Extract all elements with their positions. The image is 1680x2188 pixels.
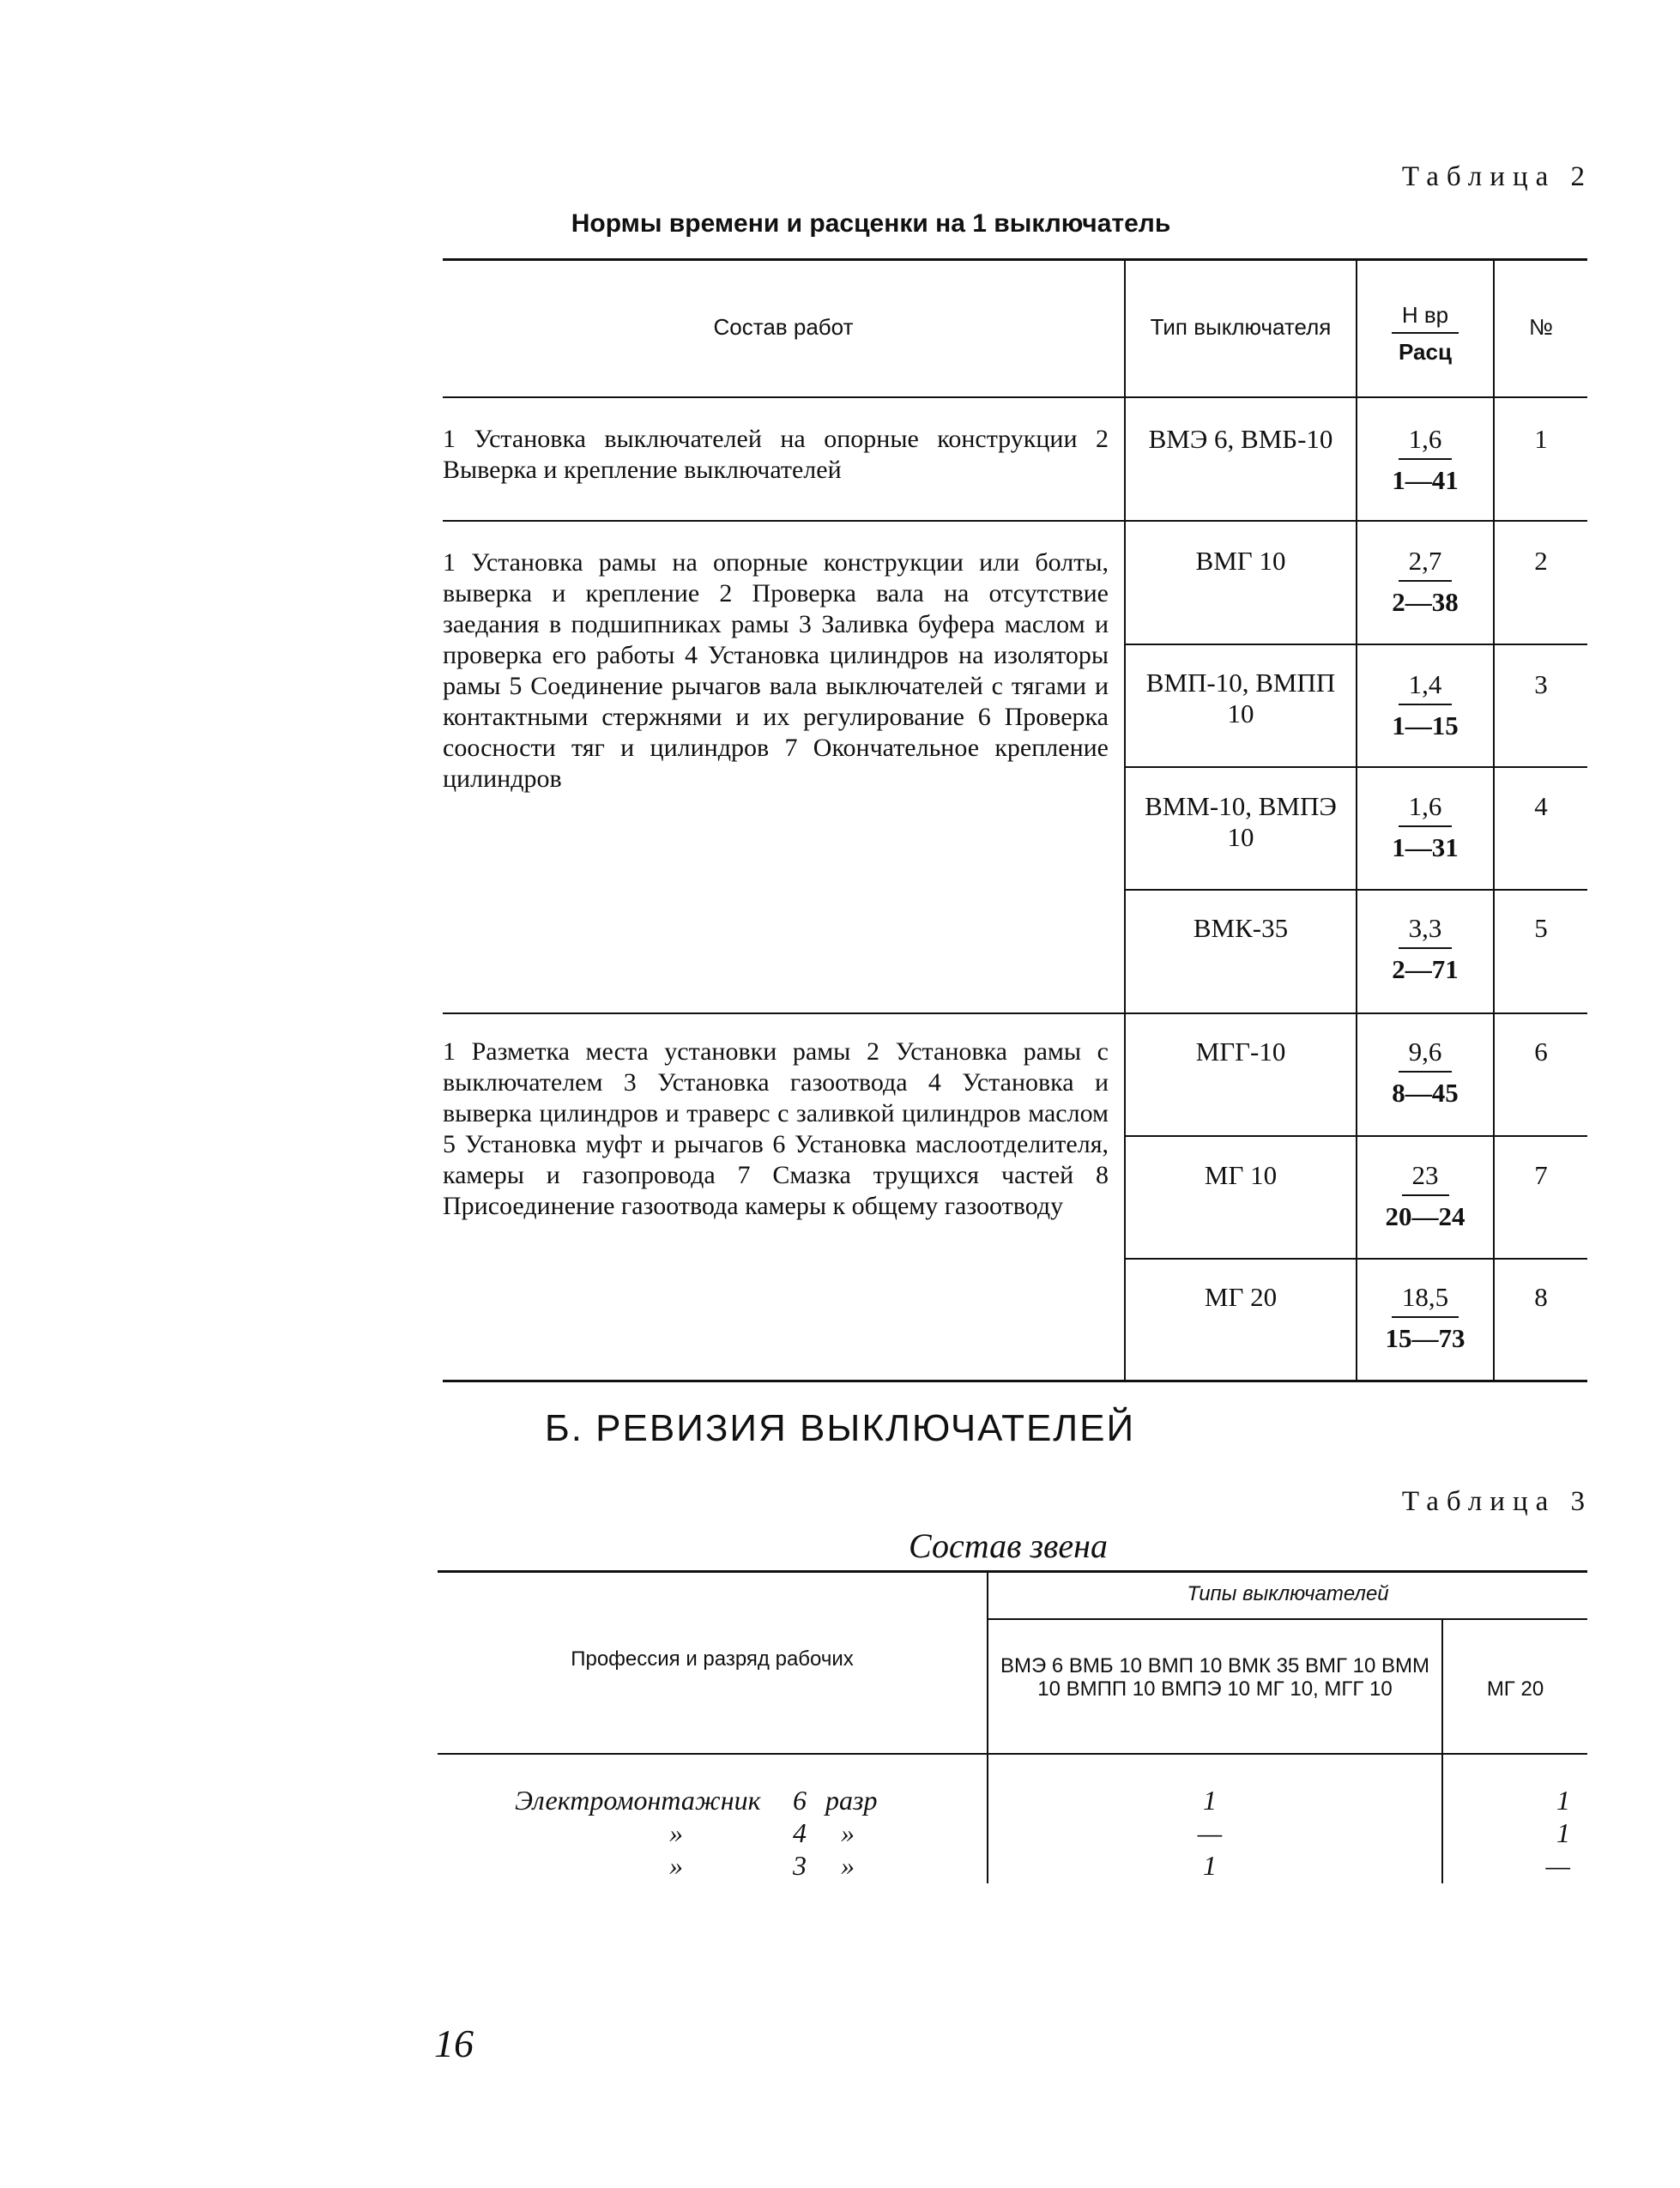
row-3-profession: » xyxy=(669,1850,683,1881)
row-5-type: ВМК-35 xyxy=(1193,913,1289,943)
header-work: Состав работ xyxy=(713,314,854,340)
row-1-rate: 1—41 xyxy=(1392,465,1459,495)
row-4-type: ВММ-10, ВМПЭ 10 xyxy=(1145,791,1337,852)
row-2-a: — xyxy=(1197,1817,1223,1848)
header-norm-time: Н вр xyxy=(1392,302,1459,334)
row-3-grade: 3 xyxy=(793,1850,807,1881)
row-3-unit: » xyxy=(841,1850,855,1881)
header-type: Тип выключателя xyxy=(1150,314,1332,340)
row-2-rate: 2—38 xyxy=(1392,587,1459,617)
work-group-3: 1 Разметка места установки рамы 2 Установка рамы с выключателем 3 Установка газоотвода 4 Установка и выверка цилиндров и траверс с заливкой цилиндров маслом 5 Установка муфт и рычагов 6 Установка маслоотделителя, камеры и газопровода 7 Смазка трущихся частей 8 Присоединение газоотвода камеры к общему газоотводу xyxy=(443,1037,1109,1220)
row-2-time: 2,7 xyxy=(1399,546,1453,582)
row-1-b: 1 xyxy=(1556,1785,1570,1816)
row-3-type: ВМП-10, ВМПП 10 xyxy=(1145,668,1336,728)
row-1-time: 1,6 xyxy=(1399,424,1453,460)
row-3-a: 1 xyxy=(1203,1850,1217,1881)
row-6-type: МГГ-10 xyxy=(1195,1037,1286,1067)
row-3-b: — xyxy=(1545,1850,1570,1881)
work-group-2: 1 Установка рамы на опорные конструкции или болты, выверка и крепление 2 Проверка вала на отсутствие заедания в подшипниках рамы 3 Заливка буфера маслом и проверка его работы 4 Установка цилиндров на изоляторы рамы 5 Соединение рычагов вала выключателей с тягами и контактными стержнями и их регулирование 6 Проверка соосности тяг и цилиндров 7 Окончательное крепление цилиндров xyxy=(443,548,1109,793)
row-7-norm xyxy=(1357,1160,1493,1232)
table3-header-rule xyxy=(438,1753,1587,1755)
header-norm xyxy=(1357,302,1493,366)
row-2-grade: 4 xyxy=(793,1817,807,1848)
row-2-norm xyxy=(1357,546,1493,618)
row-2-unit: » xyxy=(841,1817,855,1848)
row-7-rate: 20—24 xyxy=(1385,1201,1465,1231)
table2-title: Нормы времени и расценки на 1 выключатель xyxy=(571,209,1171,238)
row-5-rate: 2—71 xyxy=(1392,954,1459,984)
row-8-time: 18,5 xyxy=(1392,1282,1459,1318)
column-divider xyxy=(1441,1620,1443,1883)
header-profession: Профессия и разряд рабочих xyxy=(571,1647,854,1671)
row-5-norm xyxy=(1357,913,1493,985)
row-1-no: 1 xyxy=(1534,424,1548,454)
row-7-type: МГ 10 xyxy=(1204,1160,1278,1190)
work-group-1: 1 Установка выключателей на опорные конструкции 2 Выверка и крепление выключателей xyxy=(443,425,1109,484)
row-1-a: 1 xyxy=(1203,1785,1217,1816)
table2-bottom-rule xyxy=(443,1380,1587,1382)
table2-top-rule xyxy=(443,258,1587,261)
header-no: № xyxy=(1529,314,1553,340)
row-1-grade: 6 xyxy=(793,1785,807,1816)
column-divider xyxy=(987,1571,988,1883)
row-3-no: 3 xyxy=(1534,669,1548,699)
row-6-norm xyxy=(1357,1037,1493,1109)
row-5-time: 3,3 xyxy=(1399,913,1453,949)
row-3-norm xyxy=(1357,669,1493,741)
row-5-no: 5 xyxy=(1534,913,1548,943)
table3-top-rule xyxy=(438,1570,1587,1573)
row-3-time: 1,4 xyxy=(1399,669,1453,705)
row-4-norm xyxy=(1357,791,1493,863)
row-3-rate: 1—15 xyxy=(1392,710,1459,740)
table3-label: Таблица 3 xyxy=(1401,1486,1592,1517)
row-1-norm xyxy=(1357,424,1493,496)
header-norm-rate: Расц xyxy=(1399,339,1452,365)
page-number: 16 xyxy=(434,2022,474,2065)
row-1-unit: разр xyxy=(825,1785,878,1816)
row-8-no: 8 xyxy=(1534,1282,1548,1312)
row-1-profession: Электромонтажник xyxy=(515,1785,761,1816)
table2-header-rule xyxy=(443,396,1587,398)
row-divider xyxy=(443,1012,1587,1014)
row-4-time: 1,6 xyxy=(1399,791,1453,827)
section-title: Б. РЕВИЗИЯ ВЫКЛЮЧАТЕЛЕЙ xyxy=(544,1407,1136,1449)
header-types-group: Типы выключателей xyxy=(1187,1582,1389,1605)
table3-title: Состав звена xyxy=(908,1526,1108,1565)
row-2-no: 2 xyxy=(1534,546,1548,576)
row-7-no: 7 xyxy=(1534,1160,1548,1190)
row-6-rate: 8—45 xyxy=(1392,1078,1459,1108)
row-2-b: 1 xyxy=(1556,1817,1570,1848)
row-6-no: 6 xyxy=(1534,1037,1548,1067)
row-4-no: 4 xyxy=(1534,791,1548,821)
row-8-norm xyxy=(1357,1282,1493,1354)
row-2-type: ВМГ 10 xyxy=(1195,546,1286,576)
table2-label: Таблица 2 xyxy=(1401,161,1592,192)
row-4-rate: 1—31 xyxy=(1392,832,1459,862)
table3-group-rule xyxy=(987,1618,1587,1620)
row-7-time: 23 xyxy=(1402,1160,1449,1196)
row-8-type: МГ 20 xyxy=(1204,1282,1278,1312)
row-8-rate: 15—73 xyxy=(1385,1323,1465,1353)
header-types-b: МГ 20 xyxy=(1486,1677,1544,1701)
row-2-profession: » xyxy=(669,1817,683,1848)
header-types-a: ВМЭ 6 ВМБ 10 ВМП 10 ВМК 35 ВМГ 10 ВММ 10 ВМПП 10 ВМПЭ 10 МГ 10, МГГ 10 xyxy=(1000,1654,1430,1701)
row-1-type: ВМЭ 6, ВМБ-10 xyxy=(1148,424,1333,454)
row-6-time: 9,6 xyxy=(1399,1037,1453,1073)
row-divider xyxy=(443,520,1587,522)
